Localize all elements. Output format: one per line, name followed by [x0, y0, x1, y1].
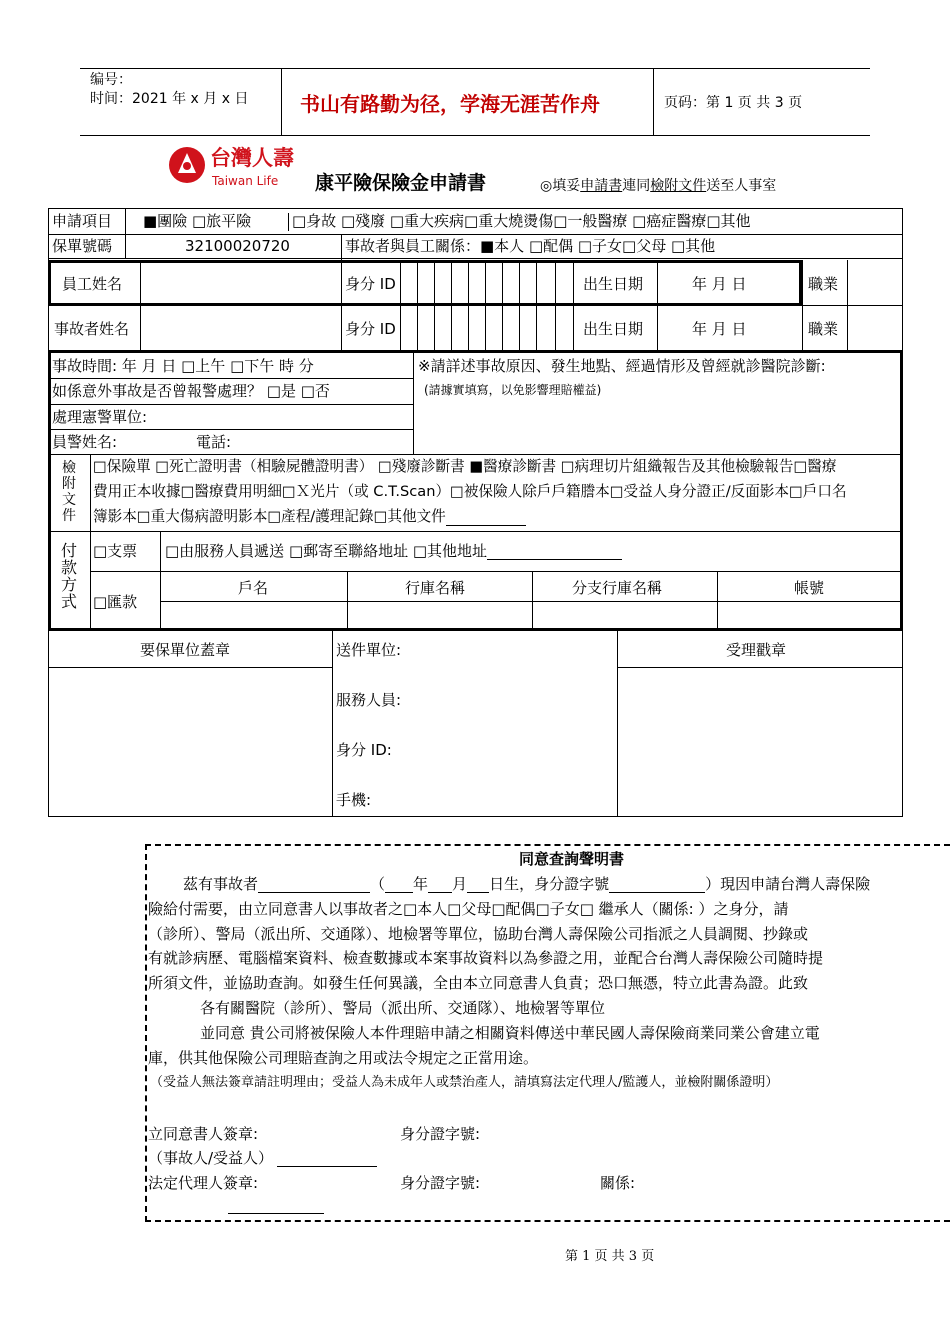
grid-line	[434, 260, 435, 351]
logo-cn: 台灣人壽	[210, 146, 294, 170]
logo-en: Taiwan Life	[212, 174, 279, 188]
grid-line	[400, 260, 401, 351]
grid-line	[451, 260, 452, 351]
grid-line	[48, 258, 903, 259]
accident-time[interactable]: 事故時間: 年 月 日 □上午 □下午 時 分	[52, 357, 314, 375]
police-unit[interactable]: 處理憲警單位:	[52, 408, 148, 426]
grid-line	[288, 213, 289, 231]
grid-line	[90, 454, 91, 630]
grid-line	[160, 601, 902, 602]
stamp-label: 要保單位蓋章	[140, 641, 231, 659]
grid-line	[573, 260, 574, 351]
sign2-relation-label[interactable]: 關係:	[600, 1174, 636, 1192]
header-divider	[653, 68, 654, 136]
grid-line	[519, 260, 520, 351]
attach-line3[interactable]: 簿影本□重大傷病證明影本□產程/護理記錄□其他文件	[93, 508, 526, 526]
sign2-label[interactable]: 法定代理人簽章:	[148, 1174, 259, 1192]
consent-title: 同意查詢聲明書	[519, 850, 625, 868]
staff-mobile[interactable]: 手機:	[336, 791, 372, 809]
police-report[interactable]: 如係意外事故是否曾報警處理？ □是 □否	[52, 382, 330, 400]
page-label: 页码：第 1 页 共 3 页	[664, 95, 803, 111]
grid-line	[532, 571, 533, 630]
insured-id-label: 身分 ID	[345, 320, 396, 338]
grid-line	[48, 378, 414, 379]
relation-text[interactable]: 事故者與員工關係：■本人 □配偶 □子女□父母 □其他	[345, 237, 716, 255]
grid-line	[48, 234, 903, 235]
motto: 书山有路勤为径，学海无涯苦作舟	[300, 92, 600, 116]
pay-label: 付款方式	[60, 541, 77, 611]
grid-line	[555, 260, 556, 351]
grid-line	[502, 260, 503, 351]
insured-birth-label: 出生日期	[583, 320, 644, 338]
grid-line	[617, 667, 902, 668]
grid-line	[48, 454, 903, 455]
describe-note: ※請詳述事故原因、發生地點、經過情形及曾經就診醫院診斷:	[418, 357, 826, 375]
sender-unit[interactable]: 送件單位:	[336, 641, 402, 659]
police-name[interactable]: 員警姓名:	[52, 433, 118, 451]
remit-header-branch: 分支行庫名稱	[572, 579, 663, 597]
consent-p8: 庫，供其他保險公司理賠查詢之用或法令規定之正當用途。	[148, 1049, 539, 1067]
grid-line	[140, 260, 141, 351]
consent-p9: （受益人無法簽章請註明理由；受益人為未成年人或禁治產人，請填寫法定代理人/監護人，並檢附關係證明）	[150, 1075, 779, 1090]
sign2-id-label[interactable]: 身分證字號:	[400, 1174, 481, 1192]
sign1b-label: （事故人/受益人）	[148, 1149, 377, 1167]
apply-item-options2[interactable]: □身故 □殘廢 □重大疾病□重大燒燙傷□一般醫療 □癌症醫療□其他	[292, 212, 751, 230]
employee-birth-date[interactable]: 年 月 日	[692, 275, 747, 293]
service-staff[interactable]: 服務人員:	[336, 691, 402, 709]
grid-line	[717, 571, 718, 630]
check-option[interactable]: □支票	[93, 542, 138, 560]
insured-birth-date[interactable]: 年 月 日	[692, 320, 747, 338]
attach-line1[interactable]: □保險單 □死亡證明書（相驗屍體證明書） □殘廢診斷書 ■醫療診斷書 □病理切片組織報告及其他檢驗報告□醫療	[93, 458, 837, 475]
grid-line	[802, 260, 803, 351]
grid-line	[617, 631, 618, 816]
submit-note: ◎填妥申請書連同檢附文件送至人事室	[540, 178, 777, 194]
grid-line	[657, 260, 658, 351]
policy-no[interactable]: 32100020720	[185, 237, 290, 255]
consent-p2[interactable]: 險給付需要，由立同意書人以事故者之□本人□父母□配偶□子女□ 繼承人（關係: ）之身分，請	[148, 900, 789, 918]
remit-header-bank: 行庫名稱	[405, 579, 466, 597]
grid-line	[125, 208, 126, 258]
grid-line	[413, 351, 414, 454]
grid-line	[48, 816, 903, 817]
sign2-underline	[228, 1213, 324, 1214]
employee-birth-label: 出生日期	[583, 275, 644, 293]
taiwan-life-logo-icon	[168, 146, 206, 184]
form-title: 康平險保險金申請書	[315, 172, 487, 194]
attach-line2[interactable]: 費用正本收據□醫療費用明細□Ｘ光片（或 C.T.Scan）□被保險人除戶戶籍謄本□受益人身分證正/反面影本□戶口名	[93, 483, 847, 500]
footer-page: 第 1 页 共 3 页	[565, 1249, 655, 1264]
employee-row-frame	[48, 260, 802, 306]
consent-p5: 所須文件，並協助查詢。如發生任何異議，全由本立同意書人負責；恐口無憑，特立此書為證。此致	[148, 974, 809, 992]
apply-item-options1[interactable]: ■團險 □旅平險	[143, 212, 252, 230]
grid-line	[347, 571, 348, 630]
apply-item-label: 申請項目	[52, 212, 113, 230]
attach-label: 檢附文件	[62, 460, 76, 524]
consent-p3: （診所）、警局（派出所、交通隊）、地檢署等單位，協助台灣人壽保險公司指派之人員調閱、抄錄或	[148, 925, 809, 943]
time-label: 时间：2021 年 x 月 x 日	[90, 91, 249, 107]
sign1-id-label[interactable]: 身分證字號:	[400, 1125, 481, 1143]
header-top-rule	[80, 68, 870, 69]
grid-line	[485, 260, 486, 351]
grid-line	[160, 531, 161, 630]
staff-id[interactable]: 身分 ID:	[336, 741, 392, 759]
remit-option[interactable]: □匯款	[93, 593, 138, 611]
header-divider	[281, 68, 282, 136]
grid-line	[90, 571, 902, 572]
remit-header-account-no: 帳號	[794, 579, 825, 597]
remit-header-account-name: 戶名	[238, 579, 269, 597]
grid-line	[417, 260, 418, 351]
sign1-label[interactable]: 立同意書人簽章:	[148, 1125, 259, 1143]
consent-p1: 茲有事故者 （ 年 月 日生，身分證字號 ）現因申請台灣人壽保險	[183, 875, 871, 893]
grid-line	[536, 260, 537, 351]
phone-label[interactable]: 電話:	[196, 433, 232, 451]
check-delivery-options[interactable]: □由服務人員遞送 □郵寄至聯絡地址 □其他地址	[165, 542, 622, 560]
grid-line	[48, 208, 903, 209]
receive-stamp: 受理戳章	[726, 641, 787, 659]
grid-line	[48, 667, 332, 668]
grid-line	[847, 260, 848, 351]
policy-no-label: 保單號碼	[52, 237, 113, 255]
consent-p7: 並同意 貴公司將被保險人本件理賠申請之相關資料傳送中華民國人壽保險商業同業公會建立電	[200, 1024, 820, 1042]
insured-name-label: 事故者姓名	[54, 320, 130, 338]
employee-name-label: 員工姓名	[62, 275, 123, 293]
number-label: 编号：	[90, 72, 132, 88]
grid-line	[48, 429, 414, 430]
employee-job-label: 職業	[808, 275, 839, 293]
grid-line	[48, 531, 903, 532]
header-bottom-rule	[80, 135, 870, 136]
insured-job-label: 職業	[808, 320, 839, 338]
consent-p4: 有就診病歷、電腦檔案資料、檢查數據或本案事故資料以為參證之用，並配合台灣人壽保險公司隨時提	[148, 949, 824, 967]
employee-id-label: 身分 ID	[345, 275, 396, 293]
grid-line	[468, 260, 469, 351]
grid-line	[332, 631, 333, 816]
consent-p6: 各有關醫院（診所）、警局（派出所、交通隊）、地檢署等單位	[200, 999, 606, 1017]
describe-sub: (請據實填寫，以免影響理賠權益)	[424, 383, 602, 397]
grid-line	[48, 404, 414, 405]
